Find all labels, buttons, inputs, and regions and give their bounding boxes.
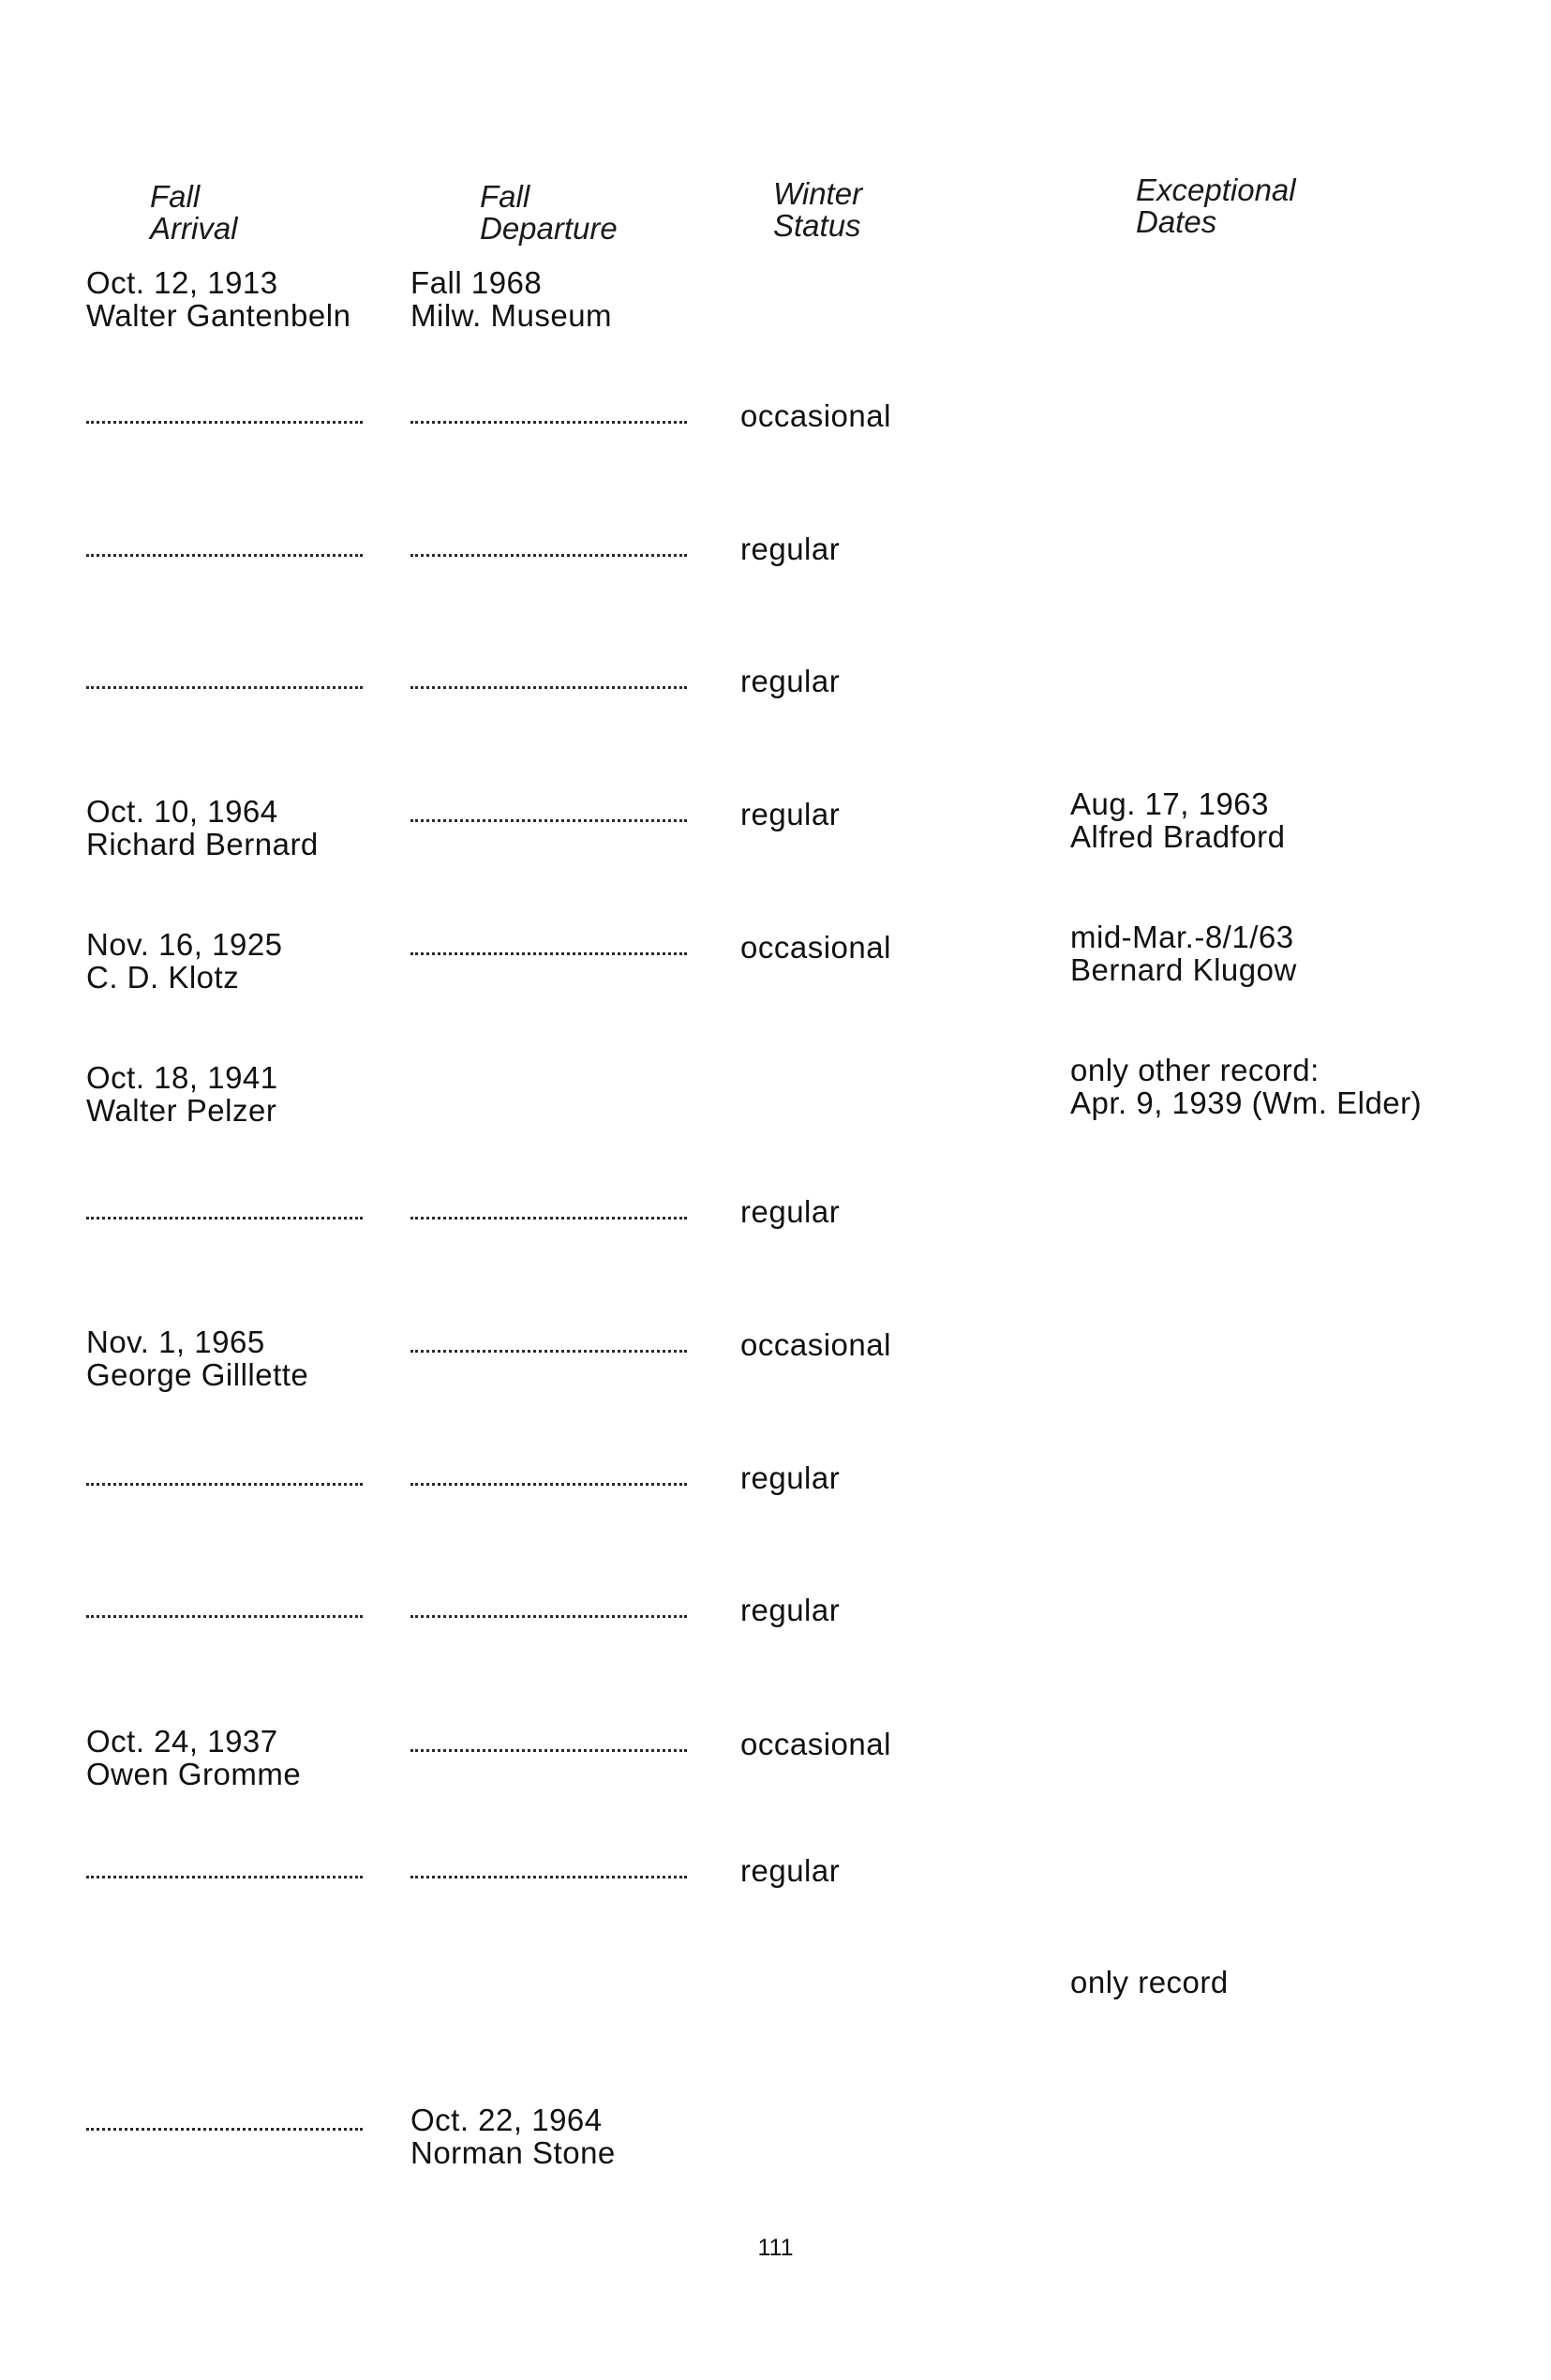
- dotted-blank-departure: [410, 1876, 687, 1879]
- dotted-blank-arrival: [86, 421, 363, 424]
- winter-status-cell: regular: [740, 1593, 841, 1627]
- arrival-cell: [86, 1061, 278, 1127]
- winter-status-cell: occasional: [740, 930, 891, 965]
- dotted-blank-departure: [410, 1615, 687, 1618]
- arrival-cell-line: Oct. 18, 1941: [86, 1060, 278, 1095]
- arrival-cell-line: Walter Pelzer: [86, 1093, 277, 1128]
- header-fall-departure-line2: Departure: [480, 211, 618, 246]
- arrival-cell-line: C. D. Klotz: [86, 960, 240, 995]
- arrival-cell-line: Owen Gromme: [86, 1757, 302, 1791]
- header-exceptional-dates-line1: Exceptional: [1136, 172, 1296, 207]
- winter-status-cell: occasional: [740, 1327, 891, 1362]
- exceptional-dates-cell-line: only other record:: [1070, 1053, 1320, 1087]
- dotted-blank-departure: [410, 1350, 687, 1353]
- page-number: 111: [757, 2235, 794, 2261]
- departure-cell: [410, 2103, 616, 2169]
- departure-cell-line: Milw. Museum: [410, 298, 613, 333]
- exceptional-dates-cell: [1070, 921, 1297, 986]
- exceptional-dates-cell-line: Bernard Klugow: [1070, 952, 1297, 987]
- header-winter-status: [773, 178, 862, 242]
- dotted-blank-departure: [410, 819, 687, 822]
- winter-status-cell: occasional: [740, 398, 891, 433]
- header-winter-status-line2: Status: [773, 208, 861, 243]
- winter-status-cell: regular: [740, 531, 841, 566]
- dotted-blank-arrival: [86, 2128, 363, 2131]
- header-fall-arrival: [150, 181, 238, 245]
- arrival-cell: [86, 1725, 301, 1790]
- winter-status-cell: occasional: [740, 1727, 891, 1761]
- header-winter-status-line1: Winter: [773, 176, 863, 211]
- winter-status-cell: regular: [740, 797, 841, 831]
- winter-status-cell: regular: [740, 1460, 841, 1495]
- dotted-blank-arrival: [86, 1217, 363, 1220]
- dotted-blank-departure: [410, 1483, 687, 1486]
- exceptional-dates-cell: [1070, 1054, 1422, 1119]
- dotted-blank-departure: [410, 1217, 687, 1220]
- dotted-blank-departure: [410, 952, 687, 955]
- exceptional-dates-cell: [1070, 787, 1285, 853]
- dotted-blank-departure: [410, 554, 687, 557]
- arrival-cell: [86, 1325, 308, 1391]
- winter-status-cell: regular: [740, 664, 841, 698]
- winter-status-cell: regular: [740, 1194, 841, 1229]
- dotted-blank-arrival: [86, 1615, 363, 1618]
- dotted-blank-arrival: [86, 554, 363, 557]
- departure-cell-line: Fall 1968: [410, 265, 543, 300]
- header-fall-arrival-line2: Arrival: [150, 211, 238, 246]
- dotted-blank-arrival: [86, 1483, 363, 1486]
- header-fall-arrival-line1: Fall: [150, 179, 201, 214]
- arrival-cell-line: Walter Gantenbeln: [86, 298, 351, 333]
- header-fall-departure-line1: Fall: [480, 179, 530, 214]
- dotted-blank-departure: [410, 686, 687, 689]
- header-exceptional-dates: [1136, 174, 1296, 238]
- arrival-cell-line: Oct. 12, 1913: [86, 265, 278, 300]
- dotted-blank-arrival: [86, 1876, 363, 1879]
- exceptional-dates-cell-line: Aug. 17, 1963: [1070, 786, 1270, 821]
- arrival-cell: [86, 928, 283, 994]
- arrival-cell-line: Richard Bernard: [86, 827, 319, 861]
- exceptional-dates-cell: [1070, 1966, 1229, 1998]
- arrival-cell: [86, 266, 350, 332]
- exceptional-dates-cell-line: Alfred Bradford: [1070, 819, 1286, 854]
- dotted-blank-departure: [410, 421, 687, 424]
- dotted-blank-departure: [410, 1749, 687, 1752]
- exceptional-dates-cell-line: mid-Mar.-8/1/63: [1070, 920, 1294, 954]
- dotted-blank-arrival: [86, 686, 363, 689]
- arrival-cell-line: Oct. 10, 1964: [86, 794, 278, 829]
- departure-cell-line: Norman Stone: [410, 2135, 616, 2170]
- departure-cell-line: Oct. 22, 1964: [410, 2103, 603, 2137]
- header-exceptional-dates-line2: Dates: [1136, 204, 1217, 239]
- exceptional-dates-cell-line: only record: [1070, 1965, 1229, 1999]
- header-fall-departure: [480, 181, 618, 245]
- arrival-cell-line: Nov. 1, 1965: [86, 1325, 265, 1359]
- arrival-cell: [86, 795, 319, 861]
- arrival-cell-line: George Gilllette: [86, 1357, 309, 1392]
- exceptional-dates-cell-line: Apr. 9, 1939 (Wm. Elder): [1070, 1085, 1423, 1120]
- departure-cell: [410, 266, 612, 332]
- arrival-cell-line: Oct. 24, 1937: [86, 1724, 278, 1759]
- arrival-cell-line: Nov. 16, 1925: [86, 927, 283, 962]
- winter-status-cell: regular: [740, 1853, 841, 1888]
